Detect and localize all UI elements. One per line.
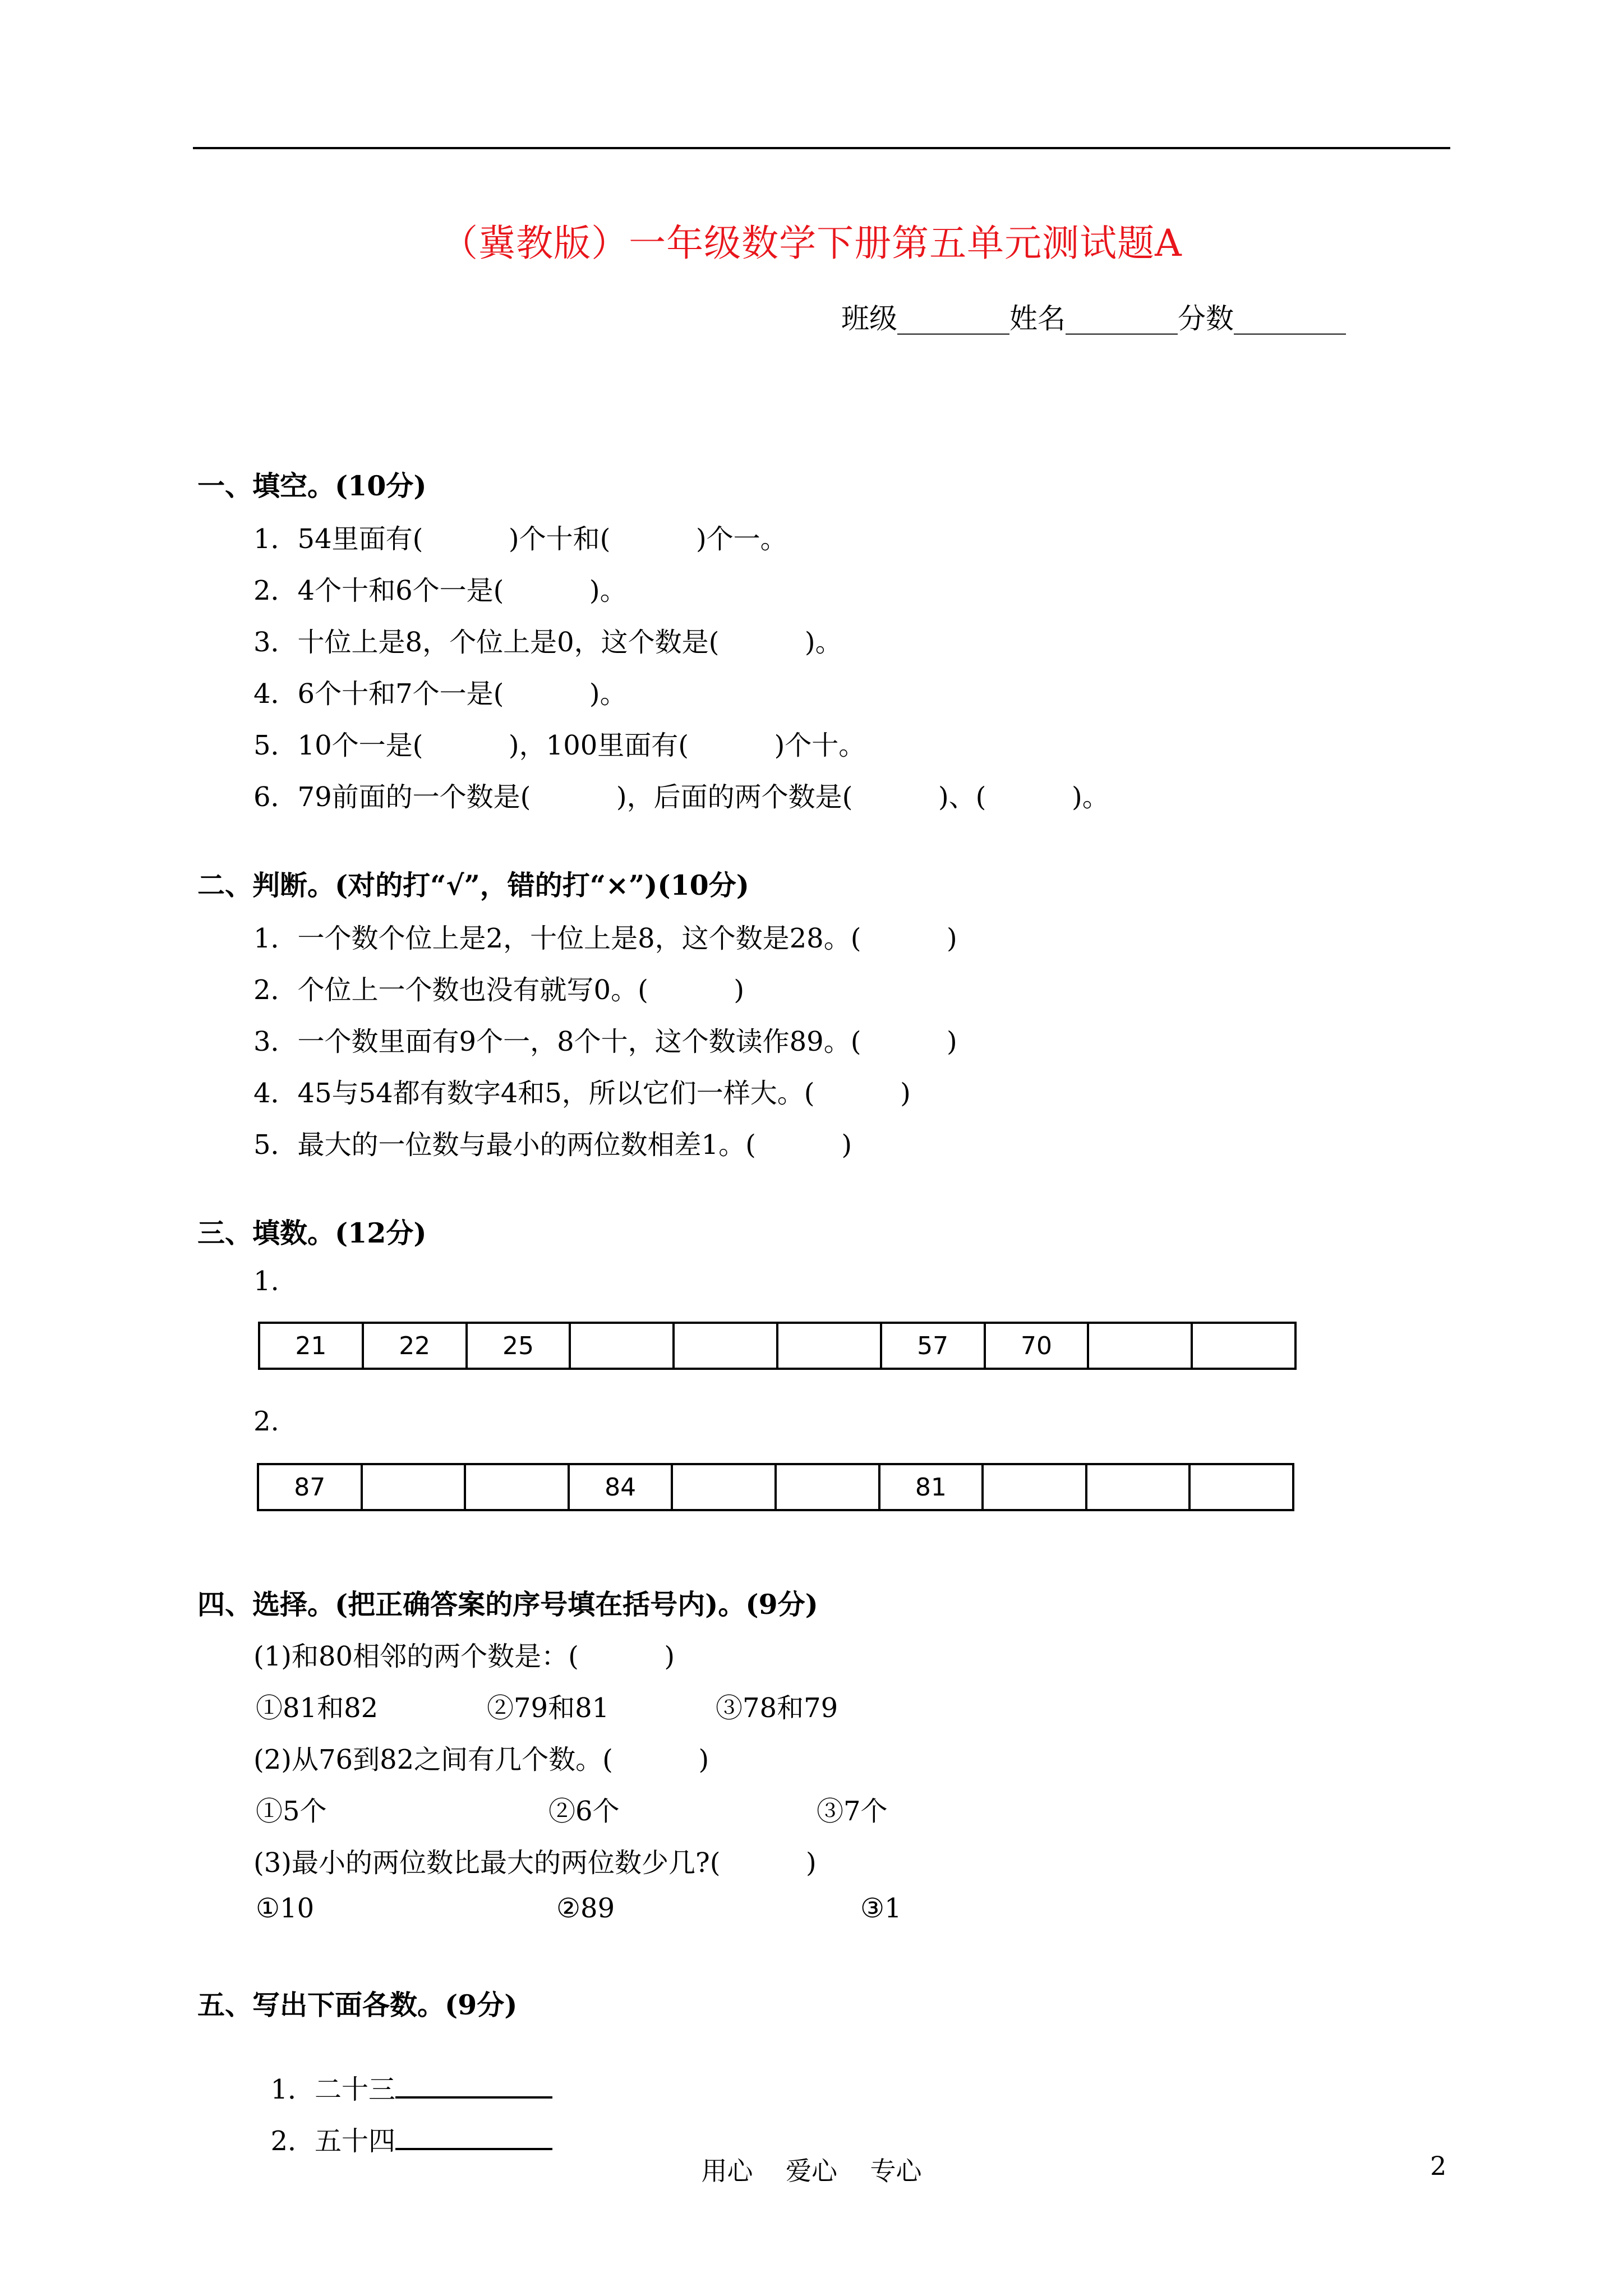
s5-item-2 xyxy=(253,2088,552,2158)
s2-item-4: 4．45与54都有数字4和5，所以它们一样大。( ) xyxy=(253,1078,911,1109)
section-5-heading: 五、写出下面各数。(9分) xyxy=(197,1989,518,2021)
s4-question-1: (1)和80相邻的两个数是：( ) xyxy=(253,1641,675,1672)
number-cell xyxy=(1191,1465,1292,1509)
s4-question-2: (2)从76到82之间有几个数。( ) xyxy=(253,1744,709,1775)
s1-item-5: 5．10个一是( )，100里面有( )个十。 xyxy=(253,730,866,761)
s3-row2-label: 2. xyxy=(253,1406,279,1437)
answer-underline xyxy=(395,2121,552,2150)
class-name-score-line: 班级________姓名________分数________ xyxy=(841,302,1346,335)
number-cell: 25 xyxy=(468,1324,571,1368)
s2-item-2: 2．个位上一个数也没有就写0。( ) xyxy=(253,974,745,1006)
s5-item-1-label: 1．二十三 xyxy=(270,2074,396,2105)
s4-q1-option-3: ③78和79 xyxy=(716,1692,838,1724)
number-cell xyxy=(1089,1324,1193,1368)
s1-item-6: 6．79前面的一个数是( )，后面的两个数是( )、( )。 xyxy=(253,781,1109,813)
number-row-1 xyxy=(258,1322,1297,1370)
number-cell: 87 xyxy=(259,1465,363,1509)
footer-motto: 用心 爱心 专心 xyxy=(701,2156,922,2186)
number-cell xyxy=(673,1465,777,1509)
s4-q2-option-2: ②6个 xyxy=(548,1796,620,1827)
s1-item-4: 4．6个十和7个一是( )。 xyxy=(253,678,627,710)
number-cell xyxy=(466,1465,570,1509)
number-cell xyxy=(1193,1324,1294,1368)
s4-q3-option-3: ③1 xyxy=(860,1893,902,1924)
s4-question-3: (3)最小的两位数比最大的两位数少几?( ) xyxy=(253,1847,817,1879)
number-cell xyxy=(571,1324,675,1368)
top-rule xyxy=(193,147,1450,149)
number-cell: 21 xyxy=(260,1324,364,1368)
s1-item-1: 1．54里面有( )个十和( )个一。 xyxy=(253,523,787,555)
s4-q3-option-2: ②89 xyxy=(556,1893,615,1924)
s2-item-3: 3．一个数里面有9个一，8个十，这个数读作89。( ) xyxy=(253,1026,957,1057)
page-number: 2 xyxy=(1430,2151,1447,2181)
number-cell: 81 xyxy=(880,1465,984,1509)
s5-item-2-label: 2．五十四 xyxy=(270,2125,396,2157)
s1-item-3: 3．十位上是8，个位上是0，这个数是( )。 xyxy=(253,627,842,658)
number-cell xyxy=(984,1465,1087,1509)
section-1-heading: 一、填空。(10分) xyxy=(197,470,427,502)
number-cell xyxy=(675,1324,778,1368)
number-cell: 22 xyxy=(364,1324,468,1368)
section-2-heading: 二、判断。(对的打“√”，错的打“×”)(10分) xyxy=(197,869,749,901)
s1-item-2: 2．4个十和6个一是( )。 xyxy=(253,575,627,606)
section-4-heading: 四、选择。(把正确答案的序号填在括号内)。(9分) xyxy=(197,1588,818,1621)
s2-item-5: 5．最大的一位数与最小的两位数相差1。( ) xyxy=(253,1129,852,1161)
number-cell xyxy=(1087,1465,1191,1509)
number-cell: 84 xyxy=(570,1465,674,1509)
s4-q2-option-1: ①5个 xyxy=(256,1796,327,1827)
s4-q3-option-1: ①10 xyxy=(256,1893,315,1924)
s2-item-1: 1．一个数个位上是2，十位上是8，这个数是28。( ) xyxy=(253,923,957,954)
s3-row1-label: 1. xyxy=(253,1266,279,1297)
s4-q2-option-3: ③7个 xyxy=(817,1796,888,1827)
number-cell xyxy=(363,1465,467,1509)
number-row-2 xyxy=(257,1463,1294,1511)
number-cell: 57 xyxy=(882,1324,986,1368)
number-cell: 70 xyxy=(986,1324,1090,1368)
number-cell xyxy=(778,1324,882,1368)
s4-q1-option-2: ②79和81 xyxy=(487,1692,610,1724)
s4-q1-option-1: ①81和82 xyxy=(256,1692,379,1724)
page-title: （冀教版）一年级数学下册第五单元测试题A xyxy=(441,222,1182,265)
number-cell xyxy=(777,1465,880,1509)
section-3-heading: 三、填数。(12分) xyxy=(197,1217,427,1249)
